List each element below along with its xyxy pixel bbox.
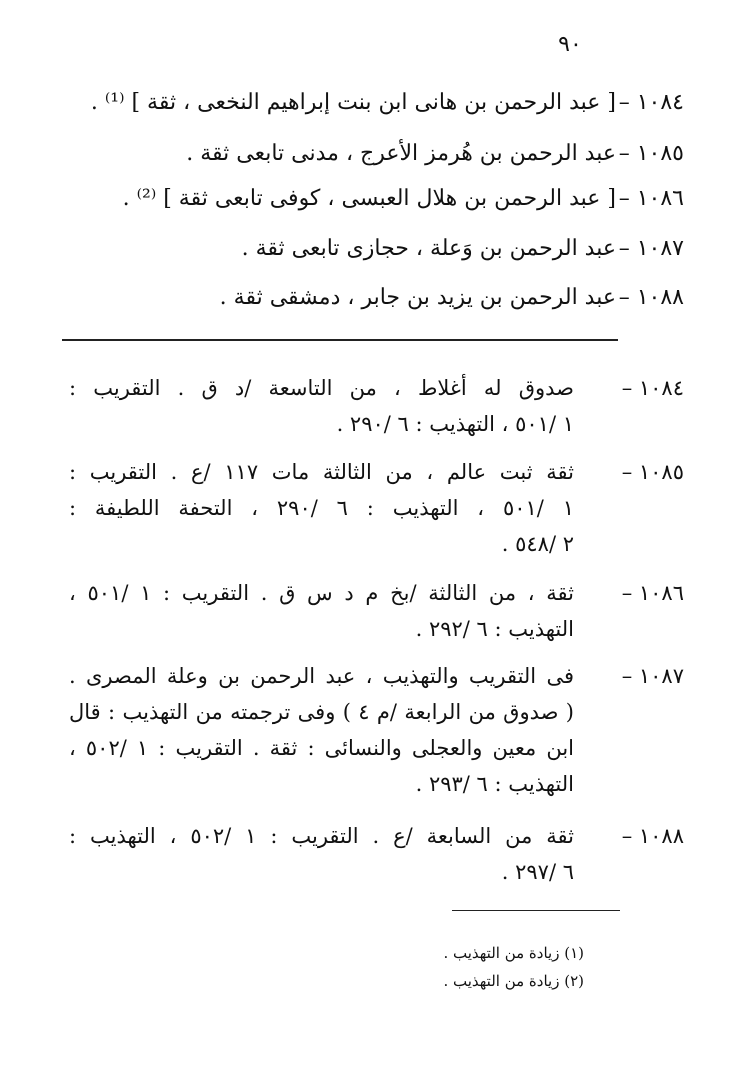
note-line: صدوق له أغلاط ، من التاسعة /د ق . التقريب : [69, 376, 574, 400]
footnote-divider [452, 910, 620, 911]
note-text [69, 658, 574, 802]
entry-text: عبد الرحمن بن يزيد بن جابر ، دمشقى ثقة . [219, 285, 616, 310]
note-line: التهذيب : ٦ /٢٩٢ . [415, 617, 574, 641]
entry-text: [ عبد الرحمن بن هانى ابن بنت إبراهيم النخعى ، ثقة ] ⁽¹⁾ . [90, 90, 616, 115]
note-number: ١٠٨٤ – [621, 376, 684, 400]
main-divider [62, 339, 618, 341]
note-line: ابن معين والعجلى والنسائى : ثقة . التقريب : ١ /٥٠٢ ، [69, 736, 575, 760]
entry-text: عبد الرحمن بن وَعلة ، حجازى تابعى ثقة . [241, 236, 616, 261]
note-text [69, 818, 574, 890]
note-line: فى التقريب والتهذيب ، عبد الرحمن بن وعلة المصرى . [69, 664, 574, 688]
entry-text: عبد الرحمن بن هُرمز الأعرج ، مدنى تابعى ثقة . [186, 141, 616, 166]
entry-text: [ عبد الرحمن بن هلال العبسى ، كوفى تابعى ثقة ] ⁽²⁾ . [122, 186, 616, 211]
note-line: ثقة ثبت عالم ، من الثالثة مات ١١٧ /ع . التقريب : [69, 460, 574, 484]
note-line: التهذيب : ٦ /٢٩٣ . [415, 772, 574, 796]
note-line: ١ /٥٠١ ، التهذيب : ٦ /٢٩٠ ، التحفة اللطيفة : [69, 496, 574, 520]
note-line: ثقة من السابعة /ع . التقريب : ١ /٥٠٢ ، التهذيب : [69, 824, 574, 848]
note-line: ٦ /٢٩٧ . [501, 860, 574, 884]
note-text [69, 370, 574, 442]
note-number: ١٠٨٨ – [621, 824, 684, 848]
entry-number: ١٠٨٦ – [618, 186, 684, 211]
entry-number: ١٠٨٤ – [618, 90, 684, 115]
page-number: ٩٠ [558, 32, 582, 57]
note-line: ٢ /٥٤٨ . [501, 532, 574, 556]
note-text [69, 454, 574, 562]
note-line: ١ /٥٠١ ، التهذيب : ٦ /٢٩٠ . [336, 412, 574, 436]
note-line: ثقة ، من الثالثة /بخ م د س ق . التقريب : ١ /٥٠١ ، [69, 581, 574, 605]
note-line: ( صدوق من الرابعة /م ٤ ) وفى ترجمته من التهذيب : قال [69, 700, 575, 724]
entry-number: ١٠٨٨ – [618, 285, 684, 310]
note-text [69, 575, 574, 647]
note-number: ١٠٨٧ – [621, 664, 684, 688]
footnote: (١) زيادة من التهذيب . [443, 944, 584, 962]
note-number: ١٠٨٦ – [621, 581, 684, 605]
entry-number: ١٠٨٥ – [618, 141, 684, 166]
footnote: (٢) زيادة من التهذيب . [443, 972, 584, 990]
entry-number: ١٠٨٧ – [618, 236, 684, 261]
note-number: ١٠٨٥ – [621, 460, 684, 484]
